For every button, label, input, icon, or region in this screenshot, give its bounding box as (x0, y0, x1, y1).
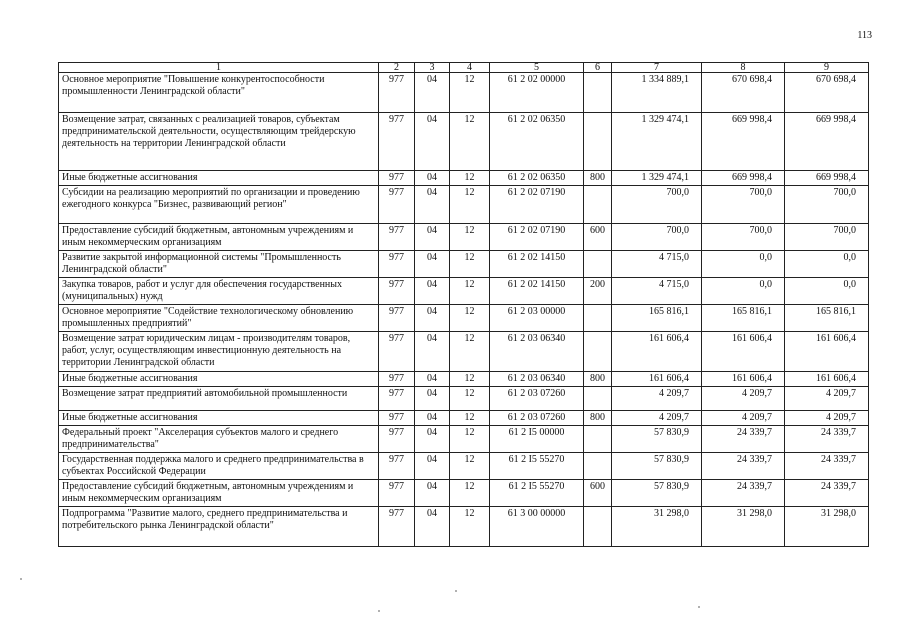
subsection-code-cell: 12 (450, 73, 490, 113)
target-article-cell: 61 2 03 06340 (490, 372, 584, 387)
amount-cell-col7: 31 298,0 (612, 507, 702, 547)
column-header: 9 (785, 63, 869, 73)
amount-cell-col9: 700,0 (785, 224, 869, 251)
section-code-cell: 04 (415, 305, 450, 332)
row-name-cell: Субсидии на реализацию мероприятий по организации и проведению ежегодного конкурса "Бизнес, развивающий регион" (59, 186, 379, 224)
table-row (59, 186, 869, 224)
subsection-code-cell: 12 (450, 171, 490, 186)
amount-cell-col7: 4 209,7 (612, 411, 702, 426)
row-name-cell: Иные бюджетные ассигнования (59, 171, 379, 186)
row-name-cell: Возмещение затрат юридическим лицам - производителям товаров, работ, услуг, осуществляющим инвестиционную деятельность на территории Ленинградской области (59, 332, 379, 372)
amount-cell-col8: 669 998,4 (702, 171, 785, 186)
ministry-code-cell: 977 (379, 171, 415, 186)
table-row (59, 411, 869, 426)
ministry-code-cell: 977 (379, 507, 415, 547)
target-article-cell: 61 2 02 14150 (490, 251, 584, 278)
expense-type-cell: 800 (584, 372, 612, 387)
amount-cell-col7: 700,0 (612, 186, 702, 224)
column-header: 3 (415, 63, 450, 73)
section-code-cell: 04 (415, 113, 450, 171)
amount-cell-col9: 669 998,4 (785, 113, 869, 171)
amount-cell-col9: 700,0 (785, 186, 869, 224)
subsection-code-cell: 12 (450, 453, 490, 480)
section-code-cell: 04 (415, 453, 450, 480)
ministry-code-cell: 977 (379, 224, 415, 251)
amount-cell-col9: 669 998,4 (785, 171, 869, 186)
expense-type-cell: 600 (584, 224, 612, 251)
expense-type-cell (584, 426, 612, 453)
expense-type-cell: 200 (584, 278, 612, 305)
expense-type-cell (584, 73, 612, 113)
amount-cell-col8: 700,0 (702, 224, 785, 251)
target-article-cell: 61 2 02 00000 (490, 73, 584, 113)
expense-type-cell (584, 113, 612, 171)
amount-cell-col7: 1 334 889,1 (612, 73, 702, 113)
subsection-code-cell: 12 (450, 387, 490, 411)
subsection-code-cell: 12 (450, 113, 490, 171)
scan-speck (20, 578, 22, 580)
table-row (59, 372, 869, 387)
amount-cell-col8: 31 298,0 (702, 507, 785, 547)
target-article-cell: 61 2 I5 55270 (490, 453, 584, 480)
amount-cell-col9: 24 339,7 (785, 453, 869, 480)
target-article-cell: 61 2 I5 55270 (490, 480, 584, 507)
amount-cell-col9: 670 698,4 (785, 73, 869, 113)
column-header: 1 (59, 63, 379, 73)
section-code-cell: 04 (415, 224, 450, 251)
target-article-cell: 61 2 02 06350 (490, 171, 584, 186)
ministry-code-cell: 977 (379, 480, 415, 507)
row-name-cell: Государственная поддержка малого и среднего предпринимательства в субъектах Российской Федерации (59, 453, 379, 480)
section-code-cell: 04 (415, 387, 450, 411)
section-code-cell: 04 (415, 332, 450, 372)
row-name-cell: Иные бюджетные ассигнования (59, 372, 379, 387)
row-name-cell: Подпрограмма "Развитие малого, среднего предпринимательства и потребительского рынка Ленинградской области" (59, 507, 379, 547)
amount-cell-col8: 161 606,4 (702, 332, 785, 372)
expense-type-cell (584, 507, 612, 547)
scan-speck (378, 610, 380, 612)
ministry-code-cell: 977 (379, 411, 415, 426)
section-code-cell: 04 (415, 186, 450, 224)
amount-cell-col7: 165 816,1 (612, 305, 702, 332)
section-code-cell: 04 (415, 411, 450, 426)
amount-cell-col9: 31 298,0 (785, 507, 869, 547)
table-row (59, 224, 869, 251)
amount-cell-col8: 161 606,4 (702, 372, 785, 387)
target-article-cell: 61 2 03 00000 (490, 305, 584, 332)
section-code-cell: 04 (415, 507, 450, 547)
ministry-code-cell: 977 (379, 426, 415, 453)
amount-cell-col8: 24 339,7 (702, 453, 785, 480)
subsection-code-cell: 12 (450, 251, 490, 278)
expense-type-cell: 800 (584, 171, 612, 186)
section-code-cell: 04 (415, 480, 450, 507)
section-code-cell: 04 (415, 171, 450, 186)
expense-type-cell: 600 (584, 480, 612, 507)
amount-cell-col9: 0,0 (785, 251, 869, 278)
amount-cell-col7: 4 209,7 (612, 387, 702, 411)
table-row (59, 73, 869, 113)
ministry-code-cell: 977 (379, 305, 415, 332)
amount-cell-col7: 4 715,0 (612, 251, 702, 278)
amount-cell-col9: 165 816,1 (785, 305, 869, 332)
table-header-row (59, 63, 869, 73)
column-header: 8 (702, 63, 785, 73)
ministry-code-cell: 977 (379, 113, 415, 171)
amount-cell-col9: 24 339,7 (785, 480, 869, 507)
section-code-cell: 04 (415, 372, 450, 387)
ministry-code-cell: 977 (379, 186, 415, 224)
amount-cell-col8: 24 339,7 (702, 480, 785, 507)
column-header: 6 (584, 63, 612, 73)
row-name-cell: Возмещение затрат, связанных с реализацией товаров, субъектам предпринимательской деятельности, осуществляющим трейдерскую деятельность на территории Ленинградской области (59, 113, 379, 171)
table-row (59, 507, 869, 547)
scan-speck (455, 590, 457, 592)
expense-type-cell (584, 251, 612, 278)
page-number: 113 (857, 30, 872, 41)
section-code-cell: 04 (415, 278, 450, 305)
target-article-cell: 61 2 02 07190 (490, 186, 584, 224)
section-code-cell: 04 (415, 251, 450, 278)
subsection-code-cell: 12 (450, 305, 490, 332)
scan-speck (698, 606, 700, 608)
amount-cell-col8: 4 209,7 (702, 387, 785, 411)
subsection-code-cell: 12 (450, 278, 490, 305)
section-code-cell: 04 (415, 426, 450, 453)
amount-cell-col8: 670 698,4 (702, 73, 785, 113)
row-name-cell: Предоставление субсидий бюджетным, автономным учреждениям и иным некоммерческим организациям (59, 224, 379, 251)
row-name-cell: Закупка товаров, работ и услуг для обеспечения государственных (муниципальных) нужд (59, 278, 379, 305)
table-row (59, 453, 869, 480)
expense-type-cell (584, 387, 612, 411)
ministry-code-cell: 977 (379, 453, 415, 480)
amount-cell-col8: 165 816,1 (702, 305, 785, 332)
target-article-cell: 61 2 I5 00000 (490, 426, 584, 453)
amount-cell-col7: 700,0 (612, 224, 702, 251)
amount-cell-col7: 4 715,0 (612, 278, 702, 305)
table-row (59, 171, 869, 186)
subsection-code-cell: 12 (450, 480, 490, 507)
expense-type-cell (584, 305, 612, 332)
subsection-code-cell: 12 (450, 411, 490, 426)
amount-cell-col8: 700,0 (702, 186, 785, 224)
ministry-code-cell: 977 (379, 251, 415, 278)
amount-cell-col7: 161 606,4 (612, 332, 702, 372)
column-header: 4 (450, 63, 490, 73)
column-header: 7 (612, 63, 702, 73)
amount-cell-col8: 0,0 (702, 278, 785, 305)
subsection-code-cell: 12 (450, 507, 490, 547)
table-row (59, 113, 869, 171)
target-article-cell: 61 2 03 07260 (490, 411, 584, 426)
amount-cell-col9: 161 606,4 (785, 332, 869, 372)
table-row (59, 387, 869, 411)
row-name-cell: Основное мероприятие "Содействие технологическому обновлению промышленных предприятий" (59, 305, 379, 332)
subsection-code-cell: 12 (450, 372, 490, 387)
amount-cell-col7: 57 830,9 (612, 426, 702, 453)
table-row (59, 305, 869, 332)
amount-cell-col8: 0,0 (702, 251, 785, 278)
row-name-cell: Федеральный проект "Акселерация субъектов малого и среднего предпринимательства" (59, 426, 379, 453)
amount-cell-col7: 57 830,9 (612, 453, 702, 480)
row-name-cell: Основное мероприятие "Повышение конкурентоспособности промышленности Ленинградской области" (59, 73, 379, 113)
table-row (59, 426, 869, 453)
row-name-cell: Иные бюджетные ассигнования (59, 411, 379, 426)
target-article-cell: 61 2 02 14150 (490, 278, 584, 305)
column-header: 2 (379, 63, 415, 73)
amount-cell-col9: 4 209,7 (785, 411, 869, 426)
expense-type-cell (584, 453, 612, 480)
target-article-cell: 61 2 02 06350 (490, 113, 584, 171)
amount-cell-col8: 669 998,4 (702, 113, 785, 171)
subsection-code-cell: 12 (450, 426, 490, 453)
amount-cell-col7: 161 606,4 (612, 372, 702, 387)
amount-cell-col8: 24 339,7 (702, 426, 785, 453)
target-article-cell: 61 2 03 06340 (490, 332, 584, 372)
budget-table (58, 62, 869, 547)
table-row (59, 332, 869, 372)
table-row (59, 251, 869, 278)
section-code-cell: 04 (415, 73, 450, 113)
amount-cell-col7: 1 329 474,1 (612, 171, 702, 186)
ministry-code-cell: 977 (379, 372, 415, 387)
ministry-code-cell: 977 (379, 332, 415, 372)
row-name-cell: Предоставление субсидий бюджетным, автономным учреждениям и иным некоммерческим организациям (59, 480, 379, 507)
amount-cell-col9: 24 339,7 (785, 426, 869, 453)
amount-cell-col7: 57 830,9 (612, 480, 702, 507)
target-article-cell: 61 2 02 07190 (490, 224, 584, 251)
ministry-code-cell: 977 (379, 73, 415, 113)
amount-cell-col7: 1 329 474,1 (612, 113, 702, 171)
expense-type-cell (584, 186, 612, 224)
ministry-code-cell: 977 (379, 387, 415, 411)
row-name-cell: Возмещение затрат предприятий автомобильной промышленности (59, 387, 379, 411)
row-name-cell: Развитие закрытой информационной системы "Промышленность Ленинградской области" (59, 251, 379, 278)
subsection-code-cell: 12 (450, 224, 490, 251)
target-article-cell: 61 3 00 00000 (490, 507, 584, 547)
target-article-cell: 61 2 03 07260 (490, 387, 584, 411)
expense-type-cell (584, 332, 612, 372)
amount-cell-col9: 161 606,4 (785, 372, 869, 387)
subsection-code-cell: 12 (450, 332, 490, 372)
amount-cell-col8: 4 209,7 (702, 411, 785, 426)
table-row (59, 278, 869, 305)
ministry-code-cell: 977 (379, 278, 415, 305)
table-row (59, 480, 869, 507)
column-header: 5 (490, 63, 584, 73)
amount-cell-col9: 4 209,7 (785, 387, 869, 411)
amount-cell-col9: 0,0 (785, 278, 869, 305)
expense-type-cell: 800 (584, 411, 612, 426)
subsection-code-cell: 12 (450, 186, 490, 224)
